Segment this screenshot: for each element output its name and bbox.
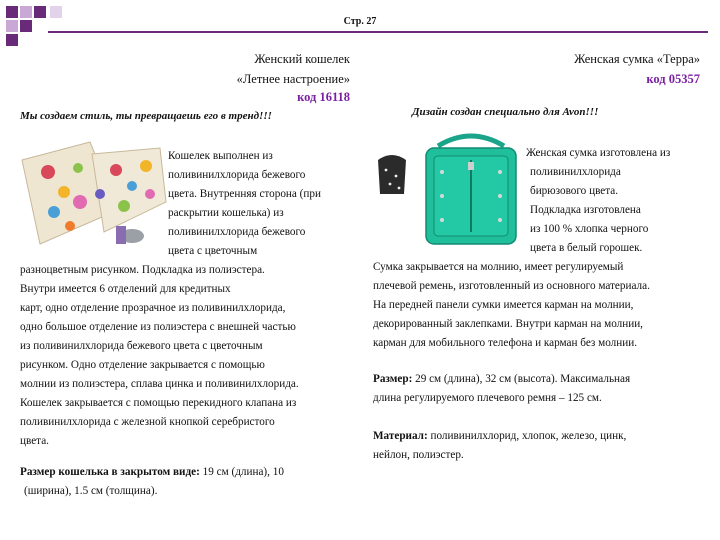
left-desc-line: из поливинилхлорида бежевого цвета с цветочным xyxy=(20,340,263,352)
page-number: Стр. 27 xyxy=(343,16,377,27)
bag-image xyxy=(416,132,526,250)
decor-square xyxy=(6,6,18,18)
left-desc-line: Кошелек закрывается с помощью перекидного клапана из xyxy=(20,397,297,409)
right-product-title: Женская сумка «Терра» xyxy=(574,52,700,66)
left-desc-line: молнии из полиэстера, сплава цинка и поливинилхлорида. xyxy=(20,378,299,390)
left-desc-line: Внутри имеется 6 отделений для кредитных xyxy=(20,283,231,295)
right-material-value: поливинилхлорид, хлопок, железо, цинк, xyxy=(427,430,627,442)
right-size-label: Размер: xyxy=(373,373,413,385)
decor-square xyxy=(6,34,18,46)
right-material-line1 xyxy=(373,427,626,446)
decor-square xyxy=(34,6,46,18)
right-desc-line: На передней панели сумки имеется карман на молнии, xyxy=(373,299,634,311)
right-desc-line: бирюзового цвета. xyxy=(530,185,619,197)
left-desc-line: рисунком. Одно отделение закрывается с помощью xyxy=(20,359,265,371)
left-desc-line: цвета. Внутренняя сторона (при xyxy=(168,188,321,200)
left-product-title-line1: Женский кошелек xyxy=(254,52,350,66)
right-desc-line: плечевой ремень, изготовленный из основного материала. xyxy=(373,280,650,292)
left-desc-line: карт, одно отделение прозрачное из поливинилхлорида, xyxy=(20,302,286,314)
left-desc-line: одно большое отделение из полиэстера с внешней частью xyxy=(20,321,296,333)
right-material-line2: нейлон, полиэстер. xyxy=(373,449,464,461)
left-desc-line: поливинилхлорида бежевого xyxy=(168,169,306,181)
left-slogan: Мы создаем стиль, ты превращаешь его в тренд!!! xyxy=(20,110,272,122)
left-size-label: Размер кошелька в закрытом виде: xyxy=(20,466,200,478)
right-desc-line: цвета в белый горошек. xyxy=(530,242,643,254)
left-desc-line: разноцветным рисунком. Подкладка из полиэстера. xyxy=(20,264,265,276)
right-product-code: код 05357 xyxy=(646,72,700,86)
decor-square xyxy=(20,20,32,32)
left-desc-line: поливинилхлорида бежевого xyxy=(168,226,306,238)
right-desc-line: Женская сумка изготовлена из xyxy=(526,147,671,159)
left-size-line2: (ширина), 1.5 см (толщина). xyxy=(24,485,158,497)
decor-square xyxy=(50,6,62,18)
decor-square xyxy=(20,6,32,18)
left-desc-line: поливинилхлорида с железной кнопкой серебристого xyxy=(20,416,275,428)
right-desc-line: Сумка закрывается на молнию, имеет регулируемый xyxy=(373,261,624,273)
left-desc-line: раскрытии кошелька) из xyxy=(168,207,284,219)
wallet-image xyxy=(20,140,168,252)
right-desc-line: поливинилхлорида xyxy=(530,166,621,178)
left-size-line1 xyxy=(20,463,284,482)
right-size-line1 xyxy=(373,370,630,389)
right-desc-line: Подкладка изготовлена xyxy=(530,204,641,216)
decor-square xyxy=(6,20,18,32)
header-rule xyxy=(48,31,708,33)
left-desc-line: цвета. xyxy=(20,435,49,447)
right-desc-line: карман для мобильного телефона и карман без молнии. xyxy=(373,337,637,349)
right-desc-line: декорированный заклепками. Внутри карман на молнии, xyxy=(373,318,643,330)
left-product-code: код 16118 xyxy=(297,90,350,104)
left-desc-line: Кошелек выполнен из xyxy=(168,150,273,162)
left-size-value: 19 см (длина), 10 xyxy=(199,466,284,478)
right-size-line2: длина регулируемого плечевого ремня – 125 см. xyxy=(373,392,602,404)
right-slogan: Дизайн создан специально для Avon!!! xyxy=(412,106,599,118)
right-size-value: 29 см (длина), 32 см (высота). Максимальная xyxy=(412,373,631,385)
left-desc-line: цвета с цветочным xyxy=(168,245,258,257)
right-desc-line: из 100 % хлопка черного xyxy=(530,223,649,235)
right-material-label: Материал: xyxy=(373,430,428,442)
bag-lining-image xyxy=(374,150,410,198)
left-product-title-line2: «Летнее настроение» xyxy=(236,72,350,86)
